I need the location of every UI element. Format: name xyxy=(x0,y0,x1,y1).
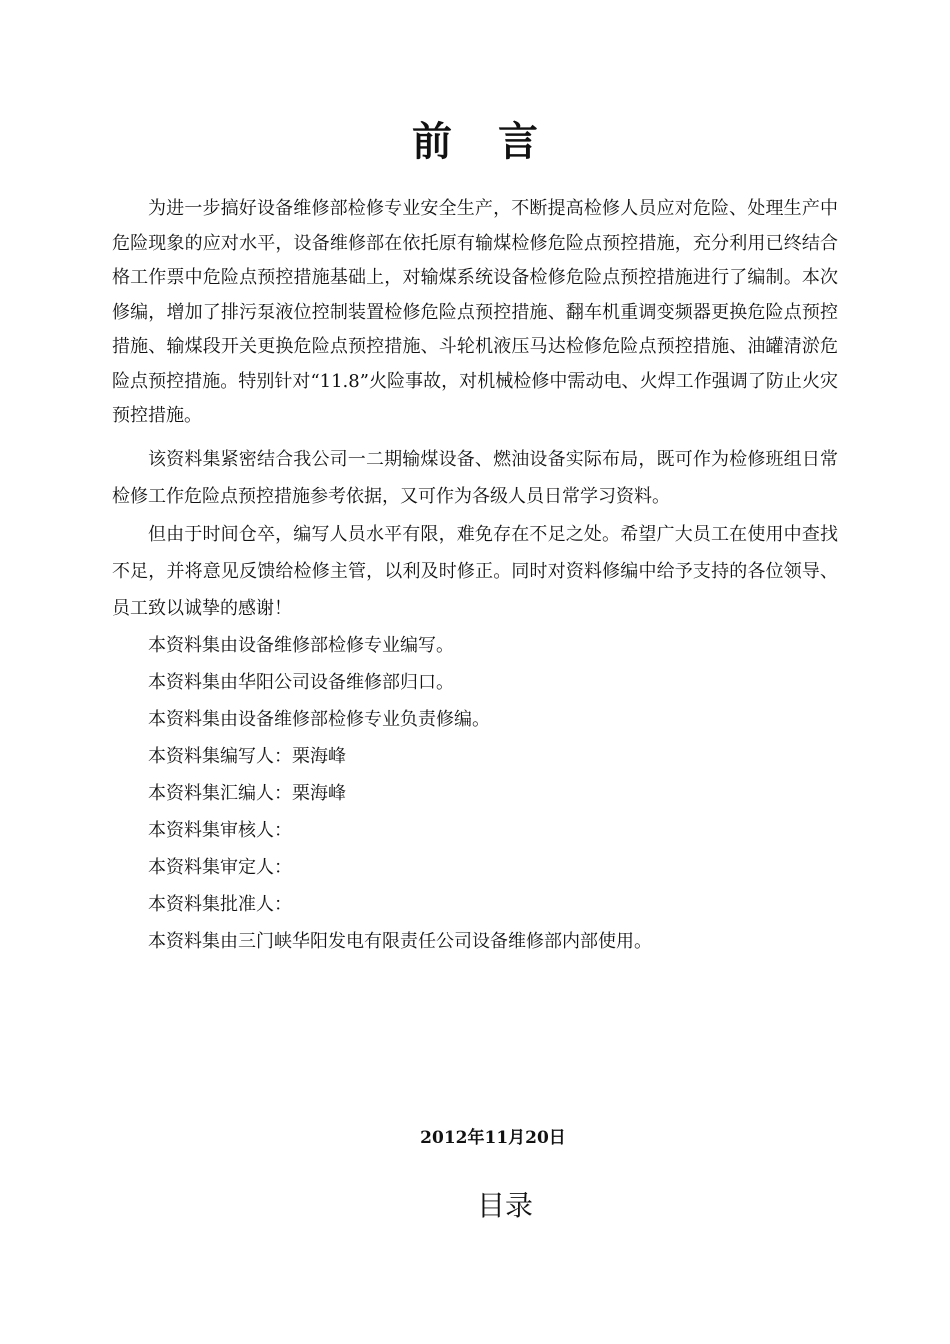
info-line-compiler: 本资料集汇编人：栗海峰 xyxy=(148,782,346,804)
toc-heading: 目录 xyxy=(476,1189,533,1222)
preface-paragraph-1: 为进一步搞好设备维修部检修专业安全生产，不断提高检修人员应对危险、处理生产中危险现象的应对水平，设备维修部在依托原有输煤检修危险点预控措施，充分利用已终结合格工作票中危险点预控措施基础上，对输煤系统设备检修危险点预控措施进行了编制。本次修编，增加了排污泵液位控制装置检修危险点预控措施、翻车机重调变频器更换危险点预控措施、输煤段开关更换危险点预控措施、斗轮机液压马达检修危险点预控措施、油罐清淤危险点预控措施。特别针对“11.8”火险事故，对机械检修中需动电、火焊工作强调了防止火灾预控措施。 xyxy=(112,198,838,426)
info-line-revision: 本资料集由设备维修部检修专业负责修编。 xyxy=(148,708,490,730)
info-line-usage: 本资料集由三门峡华阳发电有限责任公司设备维修部内部使用。 xyxy=(148,930,652,952)
document-date: 2012年11月20日 xyxy=(420,1128,566,1148)
info-line-writer: 本资料集编写人：栗海峰 xyxy=(148,745,346,767)
preface-paragraph-2: 该资料集紧密结合我公司一二期输煤设备、燃油设备实际布局，既可作为检修班组日常检修工作危险点预控措施参考依据，又可作为各级人员日常学习资料。 xyxy=(112,448,838,507)
page-title: 前言 xyxy=(412,118,584,165)
preface-body xyxy=(112,192,838,960)
info-line-approver: 本资料集审定人： xyxy=(148,856,292,878)
preface-paragraph-3: 但由于时间仓卒，编写人员水平有限，难免存在不足之处。希望广大员工在使用中查找不足，并将意见反馈给检修主管，以利及时修正。同时对资料修编中给予支持的各位领导、员工致以诚挚的感谢！ xyxy=(112,523,838,619)
info-line-authorizer: 本资料集批准人： xyxy=(148,893,292,915)
info-line-author-dept: 本资料集由设备维修部检修专业编写。 xyxy=(148,634,454,656)
info-line-reviewer: 本资料集审核人： xyxy=(148,819,292,841)
info-line-owner: 本资料集由华阳公司设备维修部归口。 xyxy=(148,671,454,693)
